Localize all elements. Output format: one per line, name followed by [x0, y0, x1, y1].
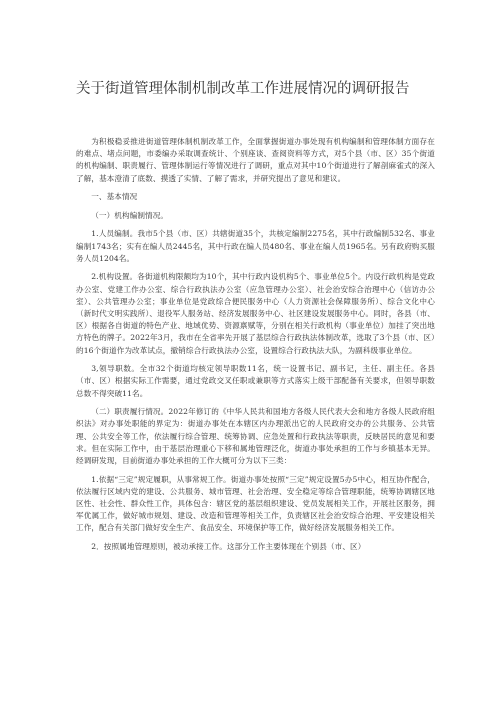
paragraph-leadership-posts: 3,领导职数。全市32个街道均核定领导职数11名，统一设置书记、副书记，主任、副主任。各县（市、区）根据实际工作需要，通过党政交叉任职或兼职等方式落实上级干部配备有关要求，但领导职数总数不得突破11名。 — [76, 364, 435, 398]
paragraph-duties-performance: （二）职责履行情况。2022年修订的《中华人民共和国地方各级人民代表大会和地方各级人民政府组织法》对办事处职能的界定为：街道办事处在本辖区内办理派出它的人民政府交办的公共服务、公共管理、公共安全等工作，依法履行综合管理、统筹协调、应急处置和行政执法等职责，反映居民的意见和要求。但在实际工作中，由于基层治理重心下移和属地管理泛化，街道办事处承担的工作与乡镇基本无异。经调研发现，目前街道办事处承担的工作大概可分为以下三类： — [76, 407, 435, 466]
paragraph-institution-setup: 2.机构设置。各街道机构限额均为10个，其中行政内设机构5个、事业单位5个。内设行政机构是党政办公室、党建工作办公室、综合行政执法办公室（应急管理办公室）、社会治安综合治理中心（信访办公室）、公共管理办公室；事业单位是党政综合便民服务中心（人力资源社会保障服务所）、综合文化中心（新时代文明实践所）、退役军人服务站、经济发展服务中心、社区建设发展服务中心。同时，各县（市、区）根据各自街道的特色产业、地域优势、资源禀赋等，分别在相关行政机构（事业单位）加挂了突出地方特色的牌子。2022年3月，我市在全省率先开展了基层综合行政执法体制改革，选取了3个县（市、区）的16个街道作为改革试点，撤销综合行政执法办公室，设置综合行政执法大队，为副科级事业单位。 — [76, 272, 435, 355]
intro-paragraph: 为积极稳妥推进街道管理体制机制改革工作，全面掌握街道办事处现有机构编制和管理体制方面存在的难点、堵点问题，市委编办采取调查统计、个别座谈、查阅资料等方式，对5个县（市、区）35个街道的机构编制、职责履行、管理体制运行等情况进行了调研，重点对其中10个街道进行了解剖麻雀式的深入了解，基本澄清了底数、摸透了实情、了解了需求，并研究提出了意见和建议。 — [76, 137, 435, 183]
paragraph-staff-quota: 1.人员编制。我市5个县（市、区）共辖街道35个，共核定编制2275名，其中行政编制532名、事业编制1743名；实有在编人员2445名，其中行政在编人员480名、事业在编人员1965名。另有政府购买服务人员1204名。 — [76, 229, 435, 263]
paragraph-passive-work: 2．按照属地管理原则，被动承接工作。这部分工作主要体现在个别县（市、区） — [91, 542, 366, 552]
document-body — [76, 136, 435, 560]
paragraph-routine-work: 1.依据“三定”规定履职，从事常规工作。街道办事处按照“三定”规定设置5办5中心，相互协作配合，依法履行区域内党的建设、公共服务、城市管理、社会治理、安全稳定等综合管理职能，统筹协调辖区地区性、社会性、群众性工作，具体包含：辖区党的基层组织建设、党员发展相关工作，开展社区服务，拥军优属工作，做好城市规划、建设、改造和管理等相关工作，负责辖区社会治安综合治理、平安建设相关工作，配合有关部门做好安全生产、食品安全、环境保护等工作，做好经济发展服务相关工作。 — [76, 474, 435, 533]
subsection-heading-staffing: （一）机构编制情况。 — [91, 210, 169, 220]
section-heading-basic-situation: 一、基本情况 — [91, 192, 138, 202]
document-title: 关于街道管理体制机制改革工作进展情况的调研报告 — [76, 81, 410, 97]
